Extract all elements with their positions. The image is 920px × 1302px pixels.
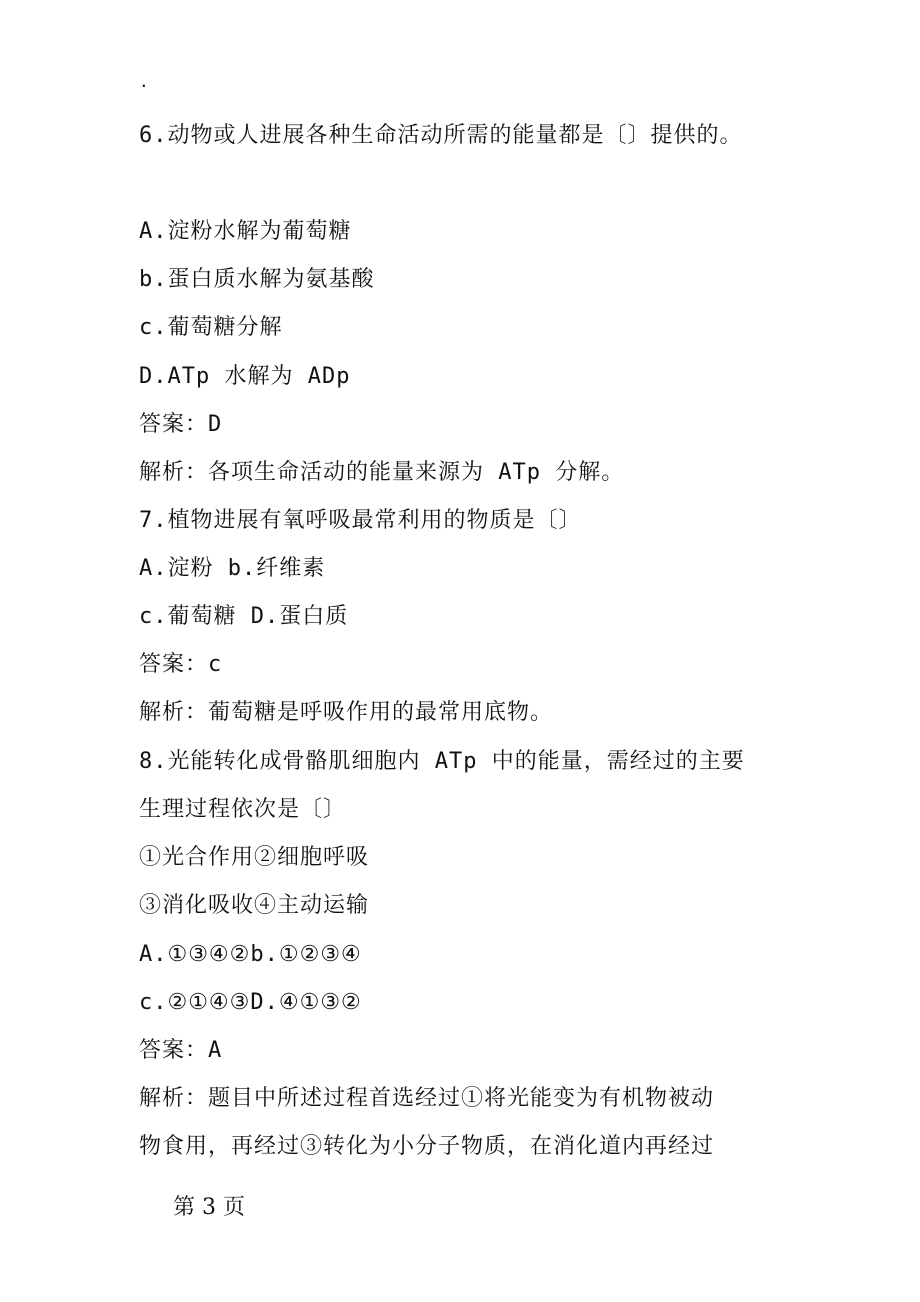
question-8-options-cd: c.②①④③D.④①③②	[139, 990, 362, 1015]
question-8-process-list-2: ③消化吸收④主动运输	[139, 893, 370, 918]
question-6-analysis: 解析：各项生命活动的能量来源为 ATp 分解。	[139, 460, 625, 485]
question-6-option-b: b.蛋白质水解为氨基酸	[139, 267, 375, 292]
question-7-stem: 7.植物进展有氧呼吸最常利用的物质是〔〕	[139, 508, 582, 533]
question-8-answer: 答案：A	[139, 1038, 223, 1063]
page-number: 第 3 页	[173, 1195, 245, 1220]
question-6-answer: 答案：D	[139, 412, 223, 437]
header-mark: .	[139, 72, 149, 91]
question-8-options-ab: A.①③④②b.①②③④	[139, 942, 362, 967]
question-6-option-c: c.葡萄糖分解	[139, 315, 283, 340]
question-8-analysis-line-1: 解析：题目中所述过程首选经过①将光能变为有机物被动	[139, 1086, 715, 1111]
question-8-analysis-line-2: 物食用，再经过③转化为小分子物质，在消化道内再经过	[139, 1134, 715, 1159]
question-6-stem: 6.动物或人进展各种生命活动所需的能量都是〔〕提供的。	[139, 123, 743, 148]
question-8-process-list-1: ①光合作用②细胞呼吸	[139, 845, 370, 870]
question-7-options-cd: c.葡萄糖 D.蛋白质	[139, 604, 349, 629]
question-8-stem-line-2: 生理过程依次是〔〕	[139, 797, 347, 822]
question-7-answer: 答案：c	[139, 652, 223, 677]
question-7-options-ab: A.淀粉 b.纤维素	[139, 556, 326, 581]
question-8-stem-line-1: 8.光能转化成骨骼肌细胞内 ATp 中的能量，需经过的主要	[139, 749, 745, 774]
question-6-option-a: A.淀粉水解为葡萄糖	[139, 219, 352, 244]
question-6-option-d: D.ATp 水解为 ADp	[139, 364, 351, 389]
question-7-analysis: 解析：葡萄糖是呼吸作用的最常用底物。	[139, 700, 554, 725]
